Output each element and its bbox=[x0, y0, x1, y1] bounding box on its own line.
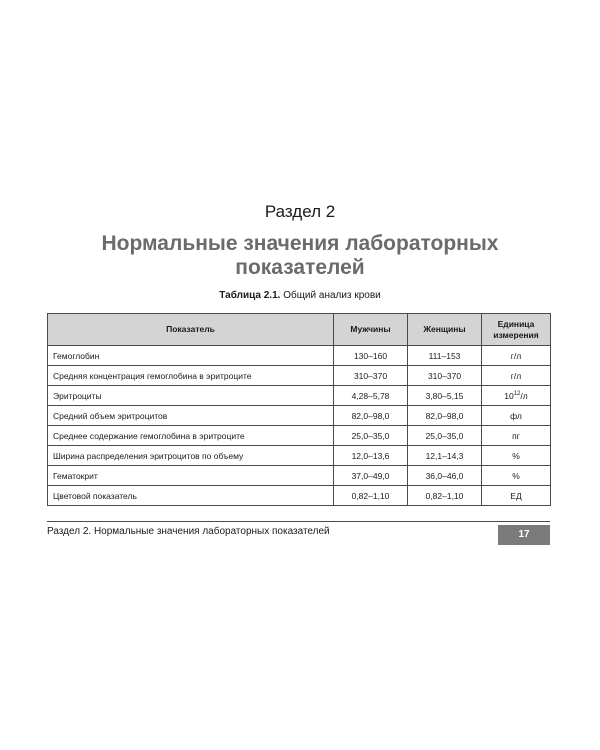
row-women-value: 36,0–46,0 bbox=[408, 466, 482, 486]
table-header-row bbox=[48, 314, 551, 346]
table-row bbox=[48, 466, 551, 486]
row-name: Средняя концентрация гемоглобина в эритроците bbox=[48, 366, 334, 386]
row-unit: г/л bbox=[482, 366, 551, 386]
row-name: Средний объем эритроцитов bbox=[48, 406, 334, 426]
blood-test-table bbox=[47, 313, 551, 506]
table-row bbox=[48, 446, 551, 466]
page-title-line-2: показателей bbox=[235, 256, 365, 279]
table-row bbox=[48, 366, 551, 386]
row-women-value: 25,0–35,0 bbox=[408, 426, 482, 446]
row-women-value: 12,1–14,3 bbox=[408, 446, 482, 466]
row-unit bbox=[482, 386, 551, 406]
row-men-value: 4,28–5,78 bbox=[334, 386, 408, 406]
page-title bbox=[0, 232, 600, 280]
table-row bbox=[48, 406, 551, 426]
unit-exponent: 12 bbox=[513, 390, 521, 397]
table-caption-number: Таблица 2.1. bbox=[219, 290, 281, 301]
row-unit: фл bbox=[482, 406, 551, 426]
row-women-value: 310–370 bbox=[408, 366, 482, 386]
row-unit: г/л bbox=[482, 346, 551, 366]
section-label: Раздел 2 bbox=[264, 202, 336, 221]
row-women-value: 111–153 bbox=[408, 346, 482, 366]
table-caption bbox=[0, 290, 600, 301]
header-unit-line-1: Единица bbox=[497, 318, 535, 329]
table-row bbox=[48, 386, 551, 406]
row-name: Цветовой показатель bbox=[48, 486, 334, 506]
row-name: Гемоглобин bbox=[48, 346, 334, 366]
row-unit: ЕД bbox=[482, 486, 551, 506]
row-men-value: 0,82–1,10 bbox=[334, 486, 408, 506]
header-unit-line-2: измерения bbox=[493, 329, 539, 340]
row-men-value: 37,0–49,0 bbox=[334, 466, 408, 486]
row-name: Среднее содержание гемоглобина в эритроците bbox=[48, 426, 334, 446]
unit-suffix: /л bbox=[520, 390, 528, 401]
row-unit: пг bbox=[482, 426, 551, 446]
table-row bbox=[48, 486, 551, 506]
row-name: Гематокрит bbox=[48, 466, 334, 486]
row-women-value: 3,80–5,15 bbox=[408, 386, 482, 406]
row-unit: % bbox=[482, 466, 551, 486]
row-name: Ширина распределения эритроцитов по объему bbox=[48, 446, 334, 466]
header-women: Женщины bbox=[408, 314, 482, 346]
table-row bbox=[48, 346, 551, 366]
row-women-value: 0,82–1,10 bbox=[408, 486, 482, 506]
header-indicator: Показатель bbox=[48, 314, 334, 346]
page-title-line-1: Нормальные значения лабораторных bbox=[101, 232, 499, 255]
row-men-value: 82,0–98,0 bbox=[334, 406, 408, 426]
header-unit bbox=[482, 314, 551, 346]
row-name: Эритроциты bbox=[48, 386, 334, 406]
row-men-value: 25,0–35,0 bbox=[334, 426, 408, 446]
footer-divider bbox=[47, 521, 550, 522]
table-caption-text: Общий анализ крови bbox=[283, 290, 381, 301]
row-men-value: 130–160 bbox=[334, 346, 408, 366]
row-men-value: 310–370 bbox=[334, 366, 408, 386]
row-women-value: 82,0–98,0 bbox=[408, 406, 482, 426]
page-number: 17 bbox=[498, 525, 550, 545]
row-unit: % bbox=[482, 446, 551, 466]
row-men-value: 12,0–13,6 bbox=[334, 446, 408, 466]
header-men: Мужчины bbox=[334, 314, 408, 346]
table-row bbox=[48, 426, 551, 446]
footer-running-title: Раздел 2. Нормальные значения лабораторных показателей bbox=[47, 526, 330, 537]
unit-base: 10 bbox=[504, 390, 514, 401]
